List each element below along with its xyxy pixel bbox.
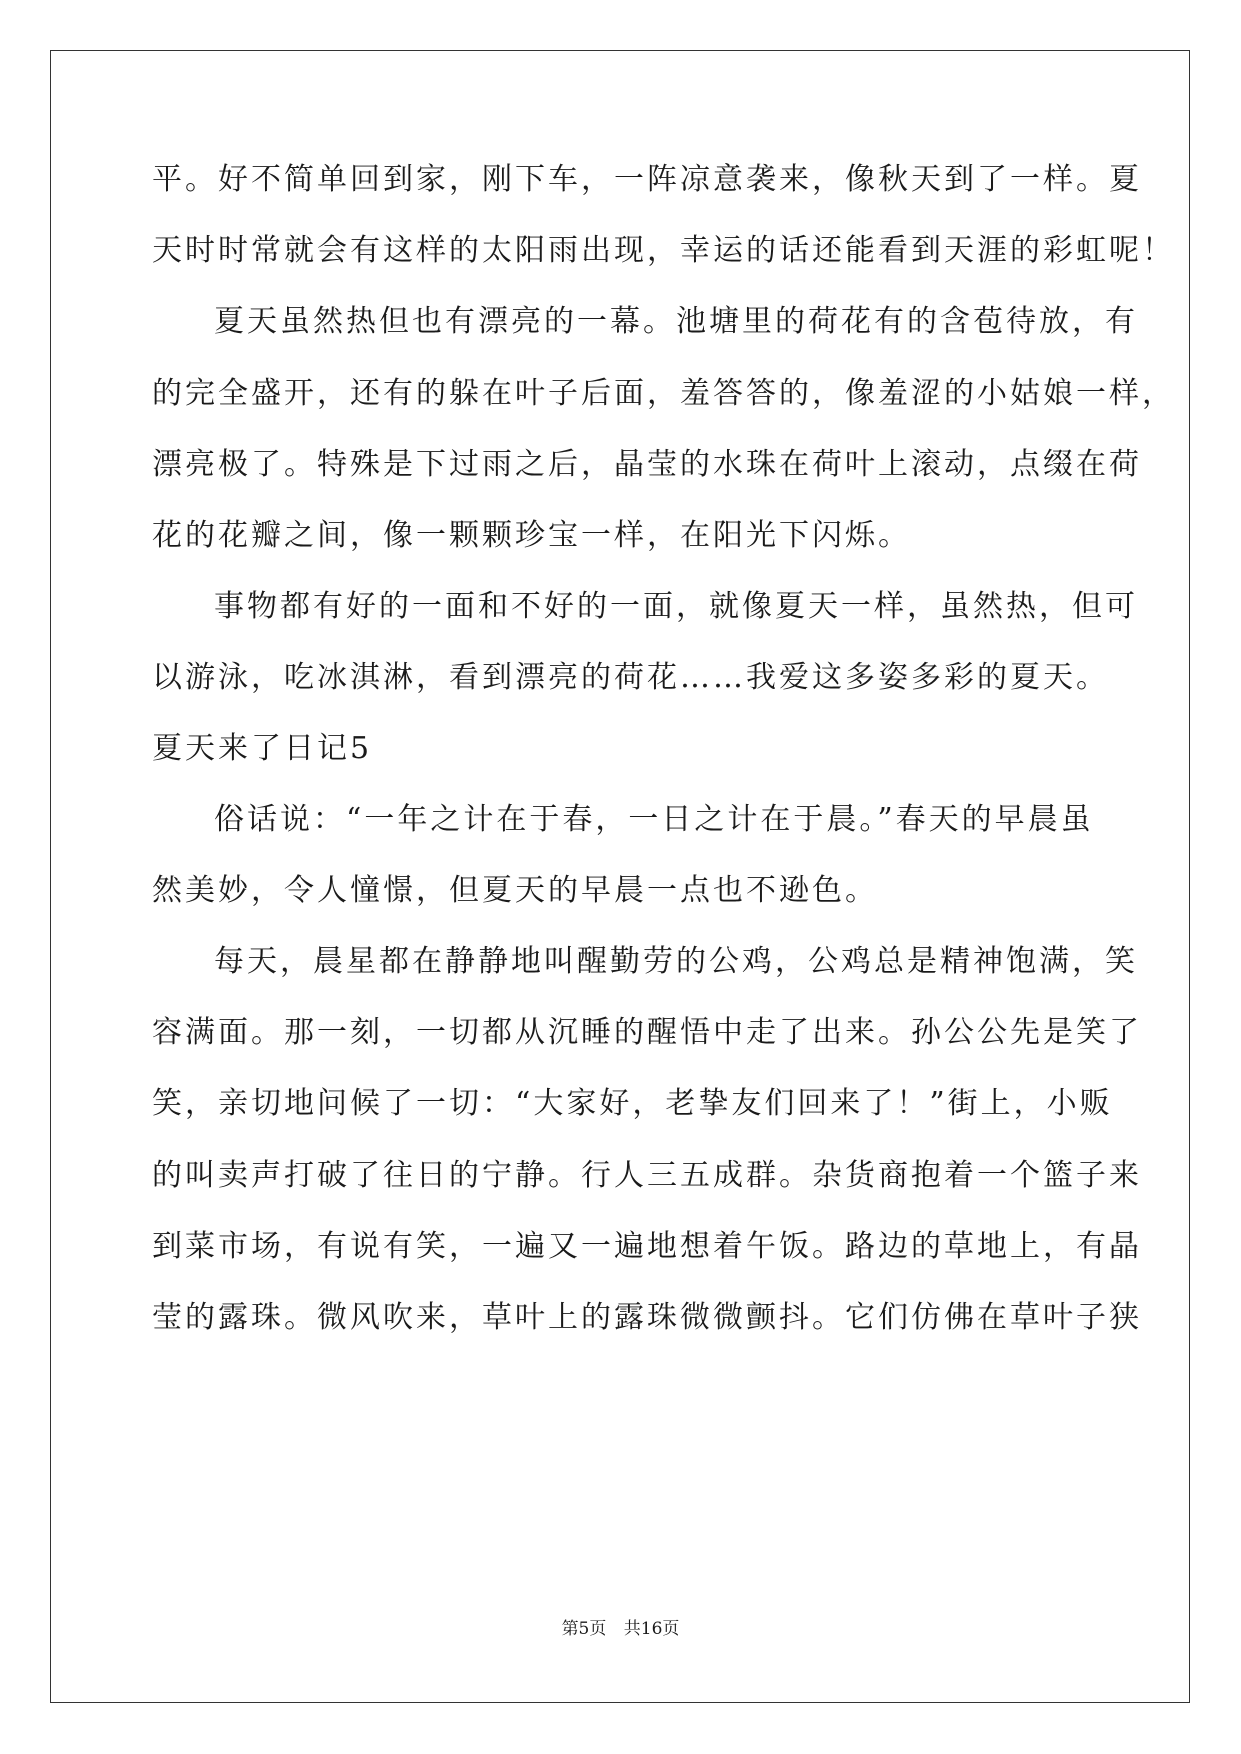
text-line: 以游泳，吃冰淇淋，看到漂亮的荷花……我爱这多姿多彩的夏天。 bbox=[152, 660, 1109, 695]
paragraph-start-line: 俗话说：“一年之计在于春，一日之计在于晨。”春天的早晨虽 bbox=[214, 802, 1094, 837]
section-heading: 夏天来了日记5 bbox=[152, 731, 373, 766]
text-line: 天时时常就会有这样的太阳雨出现，幸运的话还能看到天涯的彩虹呢！ bbox=[152, 233, 1175, 268]
paragraph-start-line: 事物都有好的一面和不好的一面，就像夏天一样，虽然热，但可 bbox=[214, 589, 1138, 624]
text-line: 的叫卖声打破了往日的宁静。行人三五成群。杂货商抱着一个篮子来 bbox=[152, 1158, 1142, 1193]
text-line: 的完全盛开，还有的躲在叶子后面，羞答答的，像羞涩的小姑娘一样， bbox=[152, 376, 1175, 411]
page-footer bbox=[0, 1614, 1241, 1639]
page-number: 第5页 bbox=[561, 1619, 607, 1639]
text-line: 容满面。那一刻，一切都从沉睡的醒悟中走了出来。孙公公先是笑了 bbox=[152, 1015, 1142, 1050]
text-line: 花的花瓣之间，像一颗颗珍宝一样，在阳光下闪烁。 bbox=[152, 518, 911, 553]
paragraph-start-line: 夏天虽然热但也有漂亮的一幕。池塘里的荷花有的含苞待放，有 bbox=[214, 304, 1138, 339]
text-line: 然美妙，令人憧憬，但夏天的早晨一点也不逊色。 bbox=[152, 873, 878, 908]
text-line: 平。好不简单回到家，刚下车，一阵凉意袭来，像秋天到了一样。夏 bbox=[152, 162, 1142, 197]
text-line: 笑，亲切地问候了一切：“大家好，老挚友们回来了！”街上，小贩 bbox=[152, 1086, 1113, 1121]
text-line: 到菜市场，有说有笑，一遍又一遍地想着午饭。路边的草地上，有晶 bbox=[152, 1229, 1142, 1264]
text-line: 莹的露珠。微风吹来，草叶上的露珠微微颤抖。它们仿佛在草叶子狭 bbox=[152, 1300, 1142, 1335]
page-total: 共16页 bbox=[623, 1619, 680, 1639]
paragraph-start-line: 每天，晨星都在静静地叫醒勤劳的公鸡，公鸡总是精神饱满，笑 bbox=[214, 944, 1138, 979]
text-line: 漂亮极了。特殊是下过雨之后，晶莹的水珠在荷叶上滚动，点缀在荷 bbox=[152, 447, 1142, 482]
